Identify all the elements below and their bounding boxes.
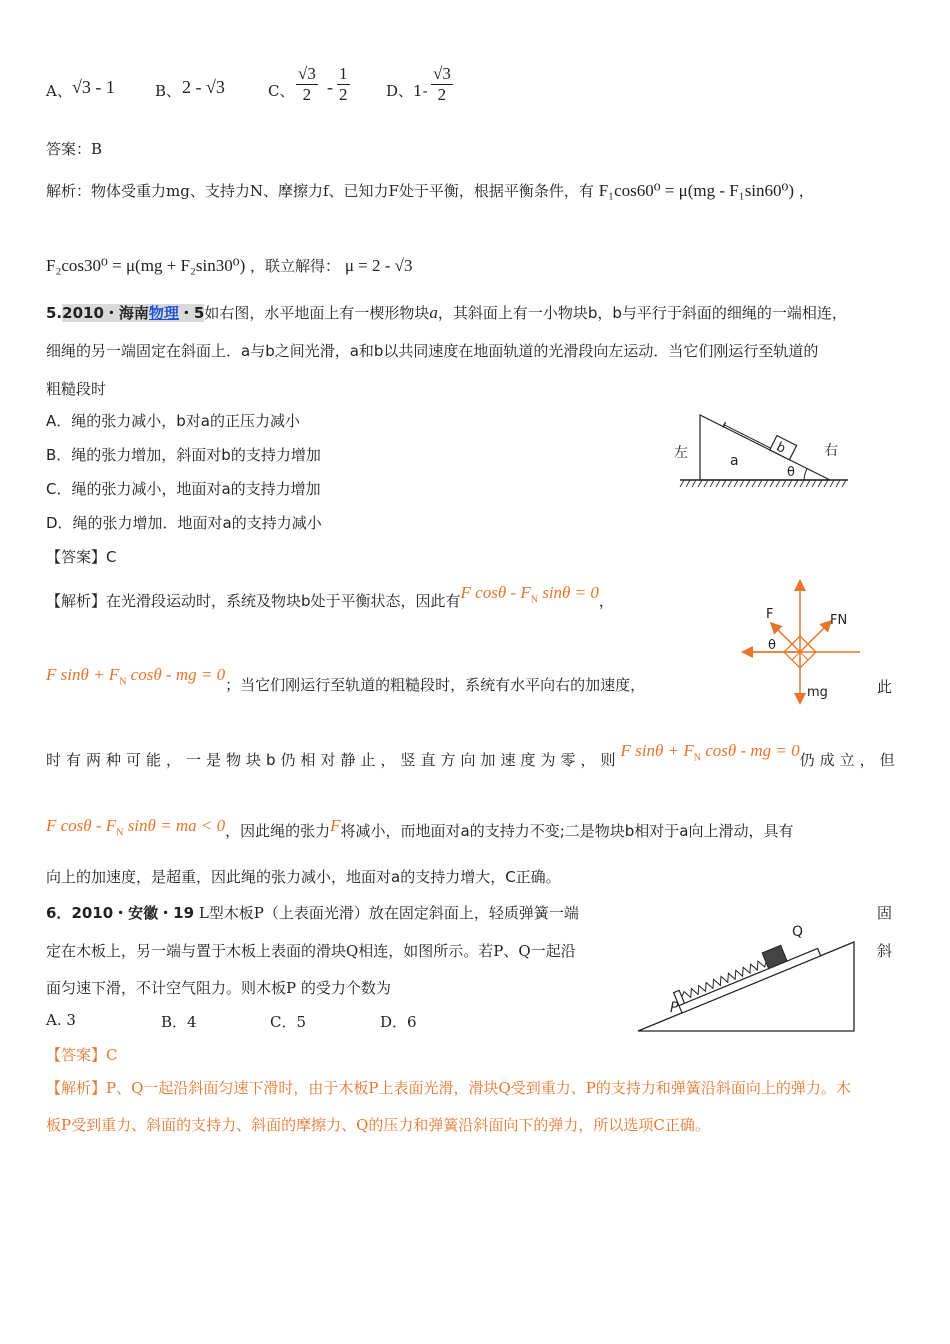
q5-analysis-2-tail: 此 (877, 678, 893, 696)
q4-option-c-frac1 (296, 64, 318, 105)
q5-analysis-line1 (46, 583, 614, 613)
q5-option-c: C．绳的张力减小，地面对a的支持力增加 (46, 480, 321, 498)
q6-source: 2010・安徽・19 (71, 904, 195, 922)
q5-eq-b (46, 665, 226, 688)
q6-option-d: D．6 (380, 1013, 417, 1031)
q5-analysis-line5: 向上的加速度，是超重，因此绳的张力减小，地面对a的支持力增大，C正确。 (46, 868, 561, 886)
q6-option-c: C．5 (270, 1013, 307, 1031)
q5-eq-d-sub: N (116, 827, 124, 839)
q5-eq-d-main: F cosθ - F (46, 816, 117, 835)
q5-comma: ， (598, 592, 614, 610)
label-FN: FN (830, 613, 848, 628)
q4-analysis-text: 解析：物体受重力mg、支持力N、摩擦力f、已知力F处于平衡，根据平衡条件，有 (46, 182, 594, 200)
q4-eq2: F₂cos30⁰ = μ(mg + F₂sin30⁰) (46, 256, 246, 275)
q5-eq-c (620, 741, 800, 764)
q4-d-num: √3 (433, 64, 451, 83)
q5-eq-d (46, 816, 226, 839)
q5-eq-c-sub: N (693, 752, 701, 764)
q5-stem-line1 (46, 302, 847, 323)
q5-number: 5. (46, 304, 63, 322)
q4-eq1: F₁cos60⁰ = μ(mg - F₁sin60⁰) (598, 181, 795, 200)
q5-option-a: A．绳的张力减小，b对a的正压力减小 (46, 412, 300, 430)
label-b: b (773, 439, 788, 457)
q5-eq-b-sub: N (119, 676, 127, 688)
q5-analysis-3a: 时有两种可能，一是物块b仍相对静止，竖直方向加速度为零，则 (46, 751, 621, 769)
label-theta2: θ (768, 638, 776, 653)
q4-option-a-expr: √3 - 1 (72, 77, 115, 97)
q5-eq-a-sub: N (530, 594, 538, 606)
q4-eq2-result: μ = 2 - √3 (344, 256, 413, 275)
q5-eq-c-tail: cosθ - mg = 0 (705, 741, 800, 760)
q4-analysis-line2 (46, 255, 413, 276)
q5-stem-1b: ，其斜面上有一小物块b，b与平行于斜面的细绳的一端相连， (437, 304, 847, 322)
label-P: P (670, 1000, 679, 1016)
q4-eq1-tail: ， (798, 182, 814, 200)
force-figure (738, 578, 864, 706)
q5-analysis-4b: 将减小，而地面对a的支持力不变;二是物块b相对于a向上滑动，具有 (340, 822, 794, 840)
q4-d-den: 2 (437, 85, 447, 104)
q5-analysis-4a: ，因此绳的张力 (225, 822, 331, 840)
incline-figure (632, 918, 862, 1036)
q4-eq2-mid: ，联立解得： (250, 257, 341, 275)
label-F: F (766, 607, 774, 622)
q5-analysis-line3 (46, 740, 900, 769)
q6-option-a: A. 3 (46, 1011, 76, 1029)
q6-analysis-line2: 板P受到重力、斜面的支持力、斜面的摩擦力、Q的压力和弹簧沿斜面向下的弹力，所以选项C正确。 (46, 1116, 710, 1134)
q5-stem-var-a: a (429, 303, 438, 322)
ground-hatching (680, 480, 846, 487)
q5-analysis-line2 (46, 665, 646, 694)
q4-options (46, 64, 486, 116)
q6-answer: 【答案】C (46, 1046, 118, 1064)
q4-option-c-frac2 (337, 64, 350, 105)
q6-number: 6． (46, 904, 72, 922)
label-mg: mg (807, 685, 828, 700)
q5-analysis-line4 (46, 815, 793, 838)
q6-stem-line1 (46, 902, 579, 923)
label-a: a (730, 453, 739, 469)
q4-c-num2: 1 (339, 64, 348, 83)
q4-analysis-line1 (46, 180, 814, 201)
q6-stem-line3: 面匀速下滑，不计空气阻力。则木板P 的受力个数为 (46, 979, 391, 997)
label-theta: θ (787, 465, 795, 480)
q5-answer: 【答案】C (46, 548, 117, 566)
q4-option-b-label: B、 (155, 82, 182, 100)
q5-stem-1a: 如右图，水平地面上有一楔形物块 (204, 304, 430, 322)
q5-eq-b-tail: cosθ - mg = 0 (130, 665, 226, 684)
q4-c-den2: 2 (339, 85, 348, 104)
q5-eq-c-main: F sinθ + F (620, 741, 694, 760)
q5-analysis-4-F: F (330, 816, 341, 835)
q5-eq-b-main: F sinθ + F (46, 665, 120, 684)
q4-c-minus: - (327, 77, 333, 97)
q5-eq-a (460, 583, 599, 606)
wedge-a (700, 415, 830, 480)
board-P (679, 948, 821, 1013)
wedge-figure (670, 405, 855, 495)
q5-analysis-2: ；当它们刚运行至轨道的粗糙段时，系统有水平向右的加速度， (225, 676, 646, 694)
q5-source-link[interactable]: 物理 (148, 304, 179, 322)
q5-eq-d-tail: sinθ = ma < 0 (127, 816, 226, 835)
label-left: 左 (674, 445, 688, 461)
q4-answer: 答案：B (46, 140, 103, 158)
q5-option-d: D．绳的张力增加．地面对a的支持力减小 (46, 514, 322, 532)
q5-analysis-1: 【解析】在光滑段运动时，系统及物块b处于平衡状态，因此有 (46, 592, 461, 610)
q4-option-d-frac (431, 64, 453, 105)
q6-stem-1: L型木板P（上表面光滑）放在固定斜面上，轻质弹簧一端 (198, 904, 579, 922)
q5-analysis-3b: 仍成立，但 (799, 751, 900, 769)
q5-source-suffix: ・5 (178, 304, 205, 322)
q5-stem-line2: 细绳的另一端固定在斜面上．a与b之间光滑，a和b以共同速度在地面轨道的光滑段向左运动．当它们刚运行至轨道的 (46, 342, 819, 360)
q4-c-den1: 2 (302, 85, 312, 104)
q5-stem-line3: 粗糙段时 (46, 380, 107, 398)
label-Q: Q (792, 924, 804, 940)
q4-option-d-label: D、1- (386, 82, 428, 100)
q6-stem-line2: 定在木板上，另一端与置于木板上表面的滑块Q相连，如图所示。若P、Q一起沿 (46, 942, 576, 960)
q5-eq-a-main: F cosθ - F (460, 583, 531, 602)
q5-source-prefix: 2010・海南 (62, 304, 149, 322)
q6-analysis-line1: 【解析】P、Q一起沿斜面匀速下滑时，由于木板P上表面光滑，滑块Q受到重力、P的支持力和弹簧沿斜面向上的弹力。木 (46, 1079, 851, 1097)
q6-stem-2-tail: 斜 (877, 942, 893, 960)
q4-option-b-expr: 2 - √3 (182, 77, 225, 97)
q5-option-b: B．绳的张力增加，斜面对b的支持力增加 (46, 446, 321, 464)
q5-eq-a-tail: sinθ = 0 (542, 583, 599, 602)
q4-c-num1: √3 (298, 64, 316, 83)
q4-option-c-label: C、 (268, 82, 295, 100)
label-right: 右 (824, 443, 838, 459)
q6-stem-1-tail: 固 (877, 904, 893, 922)
q6-option-b: B．4 (161, 1013, 197, 1031)
q4-option-a-label: A、 (46, 82, 72, 100)
